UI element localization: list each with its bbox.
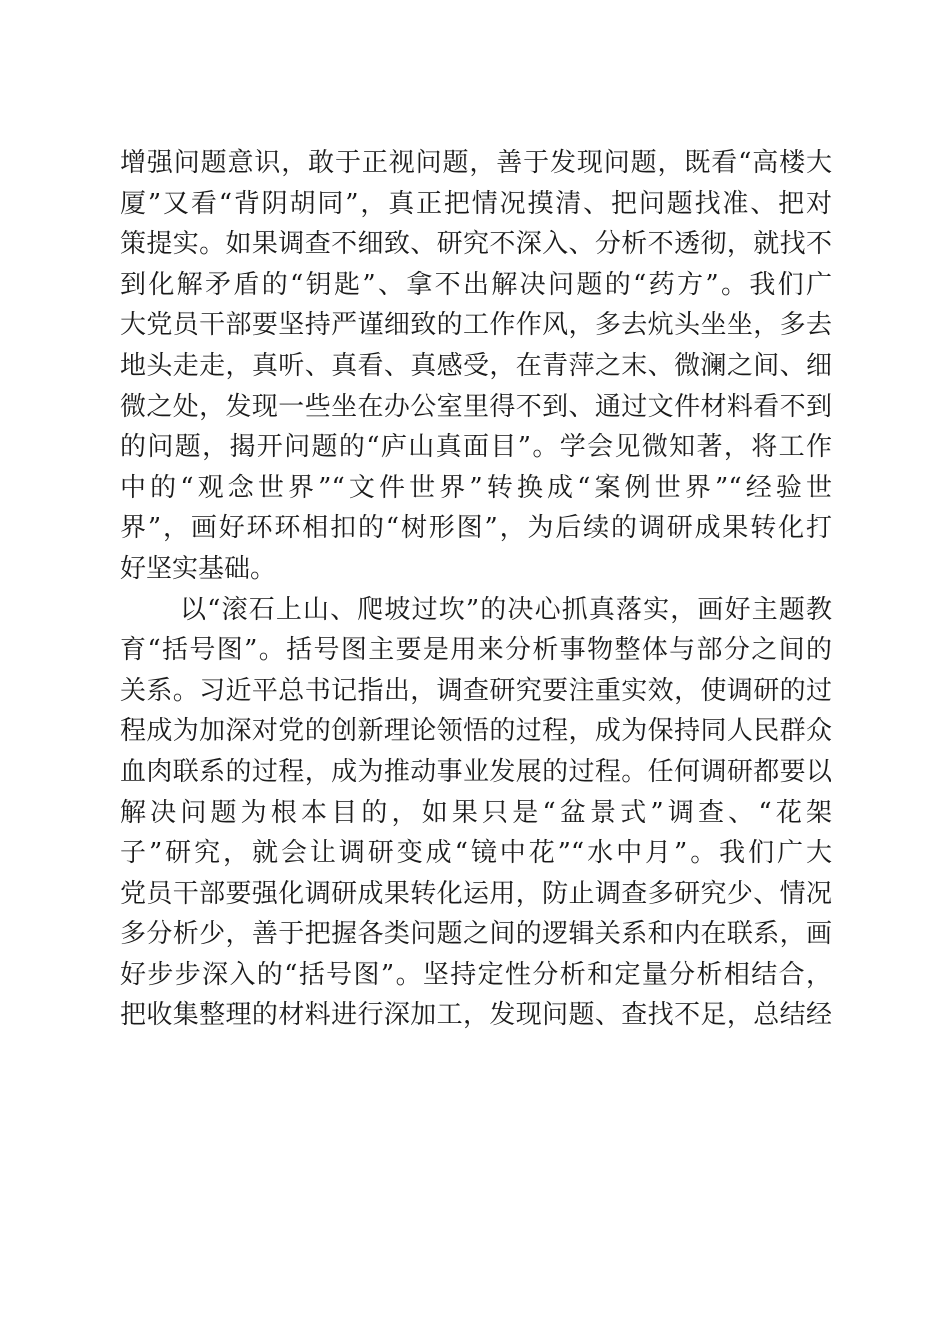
paragraph-2 — [120, 590, 832, 1037]
text-line: 解决问题为根本目的，如果只是“盆景式”调查、“花架 — [120, 797, 832, 828]
document-body — [120, 143, 832, 1036]
text-line: 子”研究，就会让调研变成“镜中花”“水中月”。我们广大 — [120, 838, 832, 869]
text-line: 大党员干部要坚持严谨细致的工作作风，多去炕头坐坐，多去 — [120, 310, 832, 341]
paragraph-1 — [120, 143, 832, 590]
text-line: 好坚实基础。 — [120, 553, 277, 584]
text-line: 把收集整理的材料进行深加工，发现问题、查找不足，总结经 — [120, 1000, 832, 1031]
text-line: 的问题，揭开问题的“庐山真面目”。学会见微知著，将工作 — [120, 432, 832, 463]
text-line: 厦”又看“背阴胡同”，真正把情况摸清、把问题找准、把对 — [120, 188, 832, 219]
text-line: 增强问题意识，敢于正视问题，善于发现问题，既看“高楼大 — [120, 148, 832, 178]
text-line: 到化解矛盾的“钥匙”、拿不出解决问题的“药方”。我们广 — [120, 269, 832, 300]
text-line: 好步步深入的“括号图”。坚持定性分析和定量分析相结合， — [120, 959, 832, 990]
text-line: 微之处，发现一些坐在办公室里得不到、通过文件材料看不到 — [120, 391, 832, 422]
text-line: 关系。习近平总书记指出，调查研究要注重实效，使调研的过 — [120, 675, 832, 706]
text-line: 中的“观念世界”“文件世界”转换成“案例世界”“经验世 — [120, 472, 832, 503]
text-line: 策提实。如果调查不细致、研究不深入、分析不透彻，就找不 — [120, 229, 832, 260]
text-line: 血肉联系的过程，成为推动事业发展的过程。任何调研都要以 — [120, 756, 832, 787]
text-line: 界”，画好环环相扣的“树形图”，为后续的调研成果转化打 — [120, 513, 832, 544]
text-line: 党员干部要强化调研成果转化运用，防止调查多研究少、情况 — [120, 878, 832, 909]
text-line: 程成为加深对党的创新理论领悟的过程，成为保持同人民群众 — [120, 716, 832, 747]
text-line: 育“括号图”。括号图主要是用来分析事物整体与部分之间的 — [120, 635, 832, 666]
text-line: 地头走走，真听、真看、真感受，在青萍之末、微澜之间、细 — [120, 350, 832, 381]
text-line: 以“滚石上山、爬坡过坎”的决心抓真落实，画好主题教 — [180, 594, 832, 625]
text-line: 多分析少，善于把握各类问题之间的逻辑关系和内在联系，画 — [120, 919, 832, 950]
